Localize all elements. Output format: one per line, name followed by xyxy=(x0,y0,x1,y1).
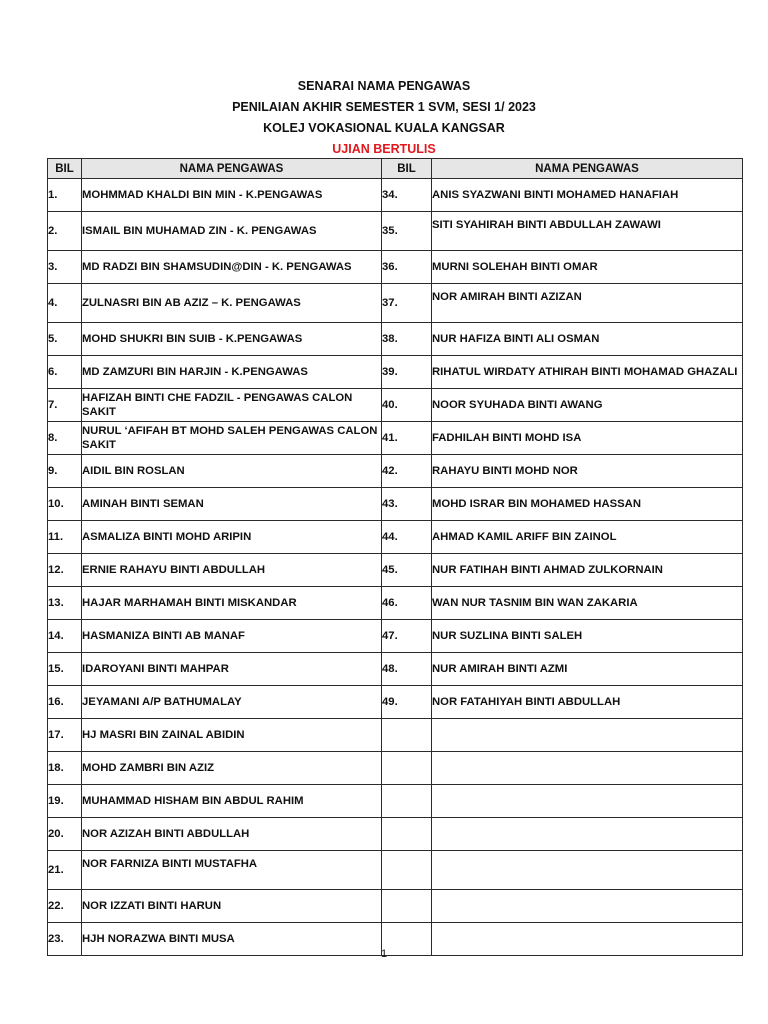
table-row xyxy=(48,653,743,686)
invigilator-name-right: AHMAD KAMIL ARIFF BIN ZAINOL xyxy=(432,521,743,554)
row-number-right: 37. xyxy=(382,284,432,323)
column-header-name-left: NAMA PENGAWAS xyxy=(82,159,382,179)
row-number-left: 20. xyxy=(48,818,82,851)
table-row xyxy=(48,620,743,653)
row-number-right xyxy=(382,818,432,851)
row-number-right xyxy=(382,719,432,752)
invigilator-name-left: MOHD SHUKRI BIN SUIB - K.PENGAWAS xyxy=(82,323,382,356)
row-number-right: 34. xyxy=(382,179,432,212)
invigilator-name-right: NUR FATIHAH BINTI AHMAD ZULKORNAIN xyxy=(432,554,743,587)
row-number-left: 10. xyxy=(48,488,82,521)
row-number-right: 46. xyxy=(382,587,432,620)
invigilator-name-right: MOHD ISRAR BIN MOHAMED HASSAN xyxy=(432,488,743,521)
invigilator-name-right: NOOR SYUHADA BINTI AWANG xyxy=(432,389,743,422)
row-number-right: 42. xyxy=(382,455,432,488)
invigilator-name-left: NURUL ‘AFIFAH BT MOHD SALEH PENGAWAS CALON SAKIT xyxy=(82,422,382,455)
row-number-right: 36. xyxy=(382,251,432,284)
table-row xyxy=(48,212,743,251)
invigilator-name-right xyxy=(432,890,743,923)
table-row xyxy=(48,890,743,923)
table-row xyxy=(48,851,743,890)
invigilator-name-left: NOR FARNIZA BINTI MUSTAFHA xyxy=(82,851,382,890)
invigilator-name-right: NUR HAFIZA BINTI ALI OSMAN xyxy=(432,323,743,356)
row-number-left: 19. xyxy=(48,785,82,818)
table-row xyxy=(48,179,743,212)
invigilator-name-right: NOR FATAHIYAH BINTI ABDULLAH xyxy=(432,686,743,719)
invigilator-name-left: NOR IZZATI BINTI HARUN xyxy=(82,890,382,923)
invigilator-name-left: HJH NORAZWA BINTI MUSA xyxy=(82,923,382,956)
row-number-right xyxy=(382,851,432,890)
row-number-right xyxy=(382,890,432,923)
row-number-right: 35. xyxy=(382,212,432,251)
invigilator-name-left: ZULNASRI BIN AB AZIZ – K. PENGAWAS xyxy=(82,284,382,323)
document-header xyxy=(0,76,768,160)
header-assessment: PENILAIAN AKHIR SEMESTER 1 SVM, SESI 1/ 2023 xyxy=(232,100,536,114)
table-row xyxy=(48,719,743,752)
table-row xyxy=(48,752,743,785)
invigilator-name-right xyxy=(432,719,743,752)
row-number-left: 18. xyxy=(48,752,82,785)
row-number-right: 39. xyxy=(382,356,432,389)
row-number-left: 7. xyxy=(48,389,82,422)
row-number-right: 48. xyxy=(382,653,432,686)
invigilator-table xyxy=(47,158,743,956)
row-number-left: 22. xyxy=(48,890,82,923)
invigilator-name-left: IDAROYANI BINTI MAHPAR xyxy=(82,653,382,686)
column-header-bil-right: BIL xyxy=(382,159,432,179)
invigilator-name-left: MUHAMMAD HISHAM BIN ABDUL RAHIM xyxy=(82,785,382,818)
header-college: KOLEJ VOKASIONAL KUALA KANGSAR xyxy=(263,121,505,135)
invigilator-name-left: AMINAH BINTI SEMAN xyxy=(82,488,382,521)
table-row xyxy=(48,521,743,554)
row-number-left: 16. xyxy=(48,686,82,719)
table-row xyxy=(48,488,743,521)
row-number-left: 11. xyxy=(48,521,82,554)
table-row xyxy=(48,251,743,284)
invigilator-name-left: JEYAMANI A/P BATHUMALAY xyxy=(82,686,382,719)
invigilator-name-right xyxy=(432,752,743,785)
invigilator-name-right: RIHATUL WIRDATY ATHIRAH BINTI MOHAMAD GHAZALI xyxy=(432,356,743,389)
row-number-right: 40. xyxy=(382,389,432,422)
row-number-left: 9. xyxy=(48,455,82,488)
invigilator-name-left: HASMANIZA BINTI AB MANAF xyxy=(82,620,382,653)
invigilator-name-left: ISMAIL BIN MUHAMAD ZIN - K. PENGAWAS xyxy=(82,212,382,251)
invigilator-name-left: MD ZAMZURI BIN HARJIN - K.PENGAWAS xyxy=(82,356,382,389)
invigilator-name-left: MOHMMAD KHALDI BIN MIN - K.PENGAWAS xyxy=(82,179,382,212)
table-row xyxy=(48,455,743,488)
table-row xyxy=(48,284,743,323)
table-row xyxy=(48,389,743,422)
invigilator-name-left: MOHD ZAMBRI BIN AZIZ xyxy=(82,752,382,785)
row-number-right xyxy=(382,752,432,785)
row-number-left: 15. xyxy=(48,653,82,686)
row-number-right: 44. xyxy=(382,521,432,554)
invigilator-name-right: MURNI SOLEHAH BINTI OMAR xyxy=(432,251,743,284)
table-row xyxy=(48,356,743,389)
invigilator-name-left: MD RADZI BIN SHAMSUDIN@DIN - K. PENGAWAS xyxy=(82,251,382,284)
invigilator-name-left: HJ MASRI BIN ZAINAL ABIDIN xyxy=(82,719,382,752)
row-number-left: 12. xyxy=(48,554,82,587)
invigilator-name-right: ANIS SYAZWANI BINTI MOHAMED HANAFIAH xyxy=(432,179,743,212)
table-row xyxy=(48,785,743,818)
header-title: SENARAI NAMA PENGAWAS xyxy=(297,79,471,93)
table-body xyxy=(48,179,743,956)
invigilator-name-left: HAJAR MARHAMAH BINTI MISKANDAR xyxy=(82,587,382,620)
page-number: 1 xyxy=(380,948,388,960)
invigilator-name-left: ASMALIZA BINTI MOHD ARIPIN xyxy=(82,521,382,554)
column-header-bil-left: BIL xyxy=(48,159,82,179)
invigilator-name-right xyxy=(432,818,743,851)
row-number-right xyxy=(382,785,432,818)
table-header-row xyxy=(48,159,743,179)
row-number-left: 13. xyxy=(48,587,82,620)
invigilator-name-right xyxy=(432,785,743,818)
table-row xyxy=(48,587,743,620)
row-number-right: 49. xyxy=(382,686,432,719)
invigilator-name-right xyxy=(432,851,743,890)
invigilator-name-right: RAHAYU BINTI MOHD NOR xyxy=(432,455,743,488)
row-number-left: 14. xyxy=(48,620,82,653)
invigilator-name-left: ERNIE RAHAYU BINTI ABDULLAH xyxy=(82,554,382,587)
row-number-right: 47. xyxy=(382,620,432,653)
table-row xyxy=(48,818,743,851)
table-row xyxy=(48,422,743,455)
row-number-right: 38. xyxy=(382,323,432,356)
row-number-left: 8. xyxy=(48,422,82,455)
row-number-right: 45. xyxy=(382,554,432,587)
row-number-left: 6. xyxy=(48,356,82,389)
invigilator-name-right: SITI SYAHIRAH BINTI ABDULLAH ZAWAWI xyxy=(432,212,743,251)
header-exam-type: UJIAN BERTULIS xyxy=(332,142,436,156)
invigilator-name-right: WAN NUR TASNIM BIN WAN ZAKARIA xyxy=(432,587,743,620)
invigilator-name-right: NUR SUZLINA BINTI SALEH xyxy=(432,620,743,653)
row-number-left: 3. xyxy=(48,251,82,284)
row-number-left: 17. xyxy=(48,719,82,752)
row-number-left: 4. xyxy=(48,284,82,323)
invigilator-name-right: NUR AMIRAH BINTI AZMI xyxy=(432,653,743,686)
row-number-left: 23. xyxy=(48,923,82,956)
table-row xyxy=(48,554,743,587)
invigilator-name-left: NOR AZIZAH BINTI ABDULLAH xyxy=(82,818,382,851)
table-row xyxy=(48,323,743,356)
table-row xyxy=(48,686,743,719)
invigilator-name-left: HAFIZAH BINTI CHE FADZIL - PENGAWAS CALON SAKIT xyxy=(82,389,382,422)
row-number-right: 41. xyxy=(382,422,432,455)
invigilator-name-left: AIDIL BIN ROSLAN xyxy=(82,455,382,488)
row-number-left: 1. xyxy=(48,179,82,212)
invigilator-name-right: NOR AMIRAH BINTI AZIZAN xyxy=(432,284,743,323)
invigilator-name-right: FADHILAH BINTI MOHD ISA xyxy=(432,422,743,455)
row-number-left: 5. xyxy=(48,323,82,356)
row-number-right: 43. xyxy=(382,488,432,521)
row-number-left: 21. xyxy=(48,851,82,890)
row-number-left: 2. xyxy=(48,212,82,251)
column-header-name-right: NAMA PENGAWAS xyxy=(432,159,743,179)
